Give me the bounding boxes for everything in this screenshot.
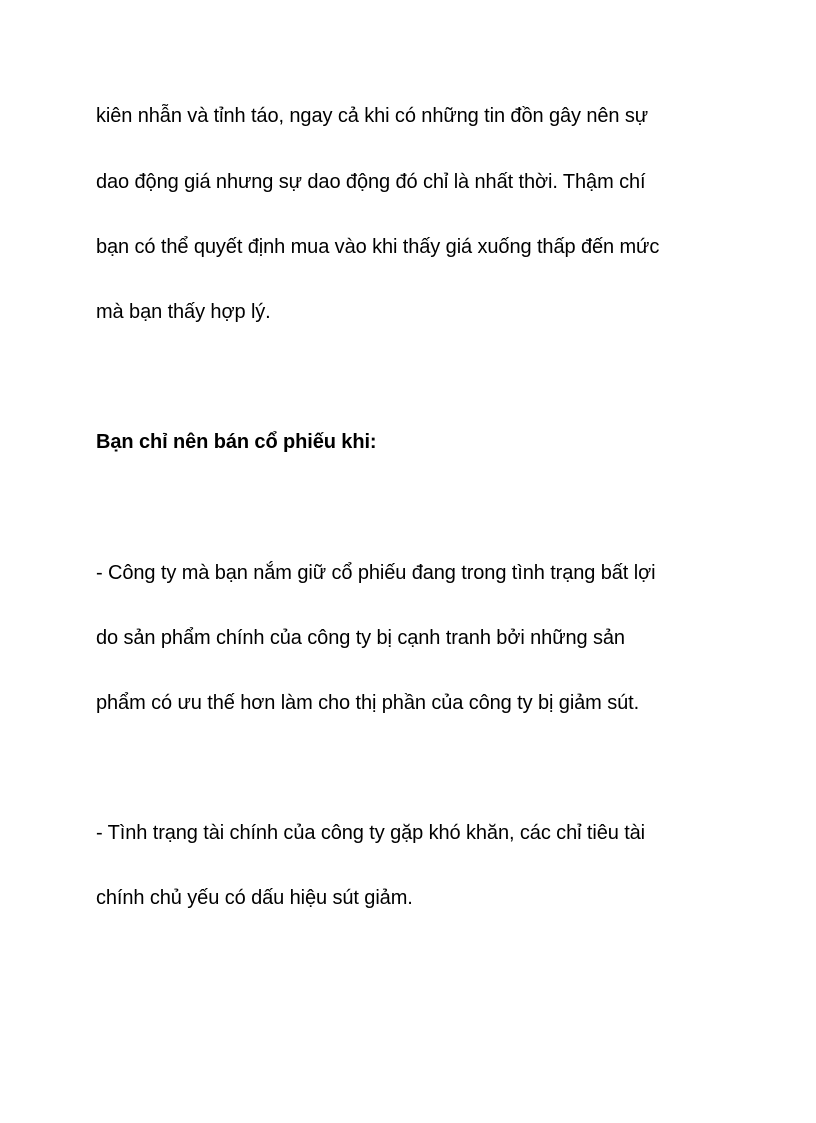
text-line: bạn có thể quyết định mua vào khi thấy giá xuống thấp đến mức — [96, 236, 660, 258]
text-line: - Tình trạng tài chính của công ty gặp khó khăn, các chỉ tiêu tài — [96, 822, 646, 844]
text-line: - Công ty mà bạn nắm giữ cổ phiếu đang trong tình trạng bất lợi — [96, 562, 656, 584]
section-heading: Bạn chỉ nên bán cổ phiếu khi: — [96, 431, 377, 453]
text-line: kiên nhẫn và tỉnh táo, ngay cả khi có những tin đồn gây nên sự — [96, 105, 649, 127]
text-line: phẩm có ưu thế hơn làm cho thị phần của công ty bị giảm sút. — [96, 692, 640, 714]
text-line: dao động giá nhưng sự dao động đó chỉ là nhất thời. Thậm chí — [96, 171, 646, 193]
text-line: chính chủ yếu có dấu hiệu sút giảm. — [96, 887, 413, 909]
text-line: do sản phẩm chính của công ty bị cạnh tranh bởi những sản — [96, 627, 625, 649]
text-line: mà bạn thấy hợp lý. — [96, 301, 271, 323]
